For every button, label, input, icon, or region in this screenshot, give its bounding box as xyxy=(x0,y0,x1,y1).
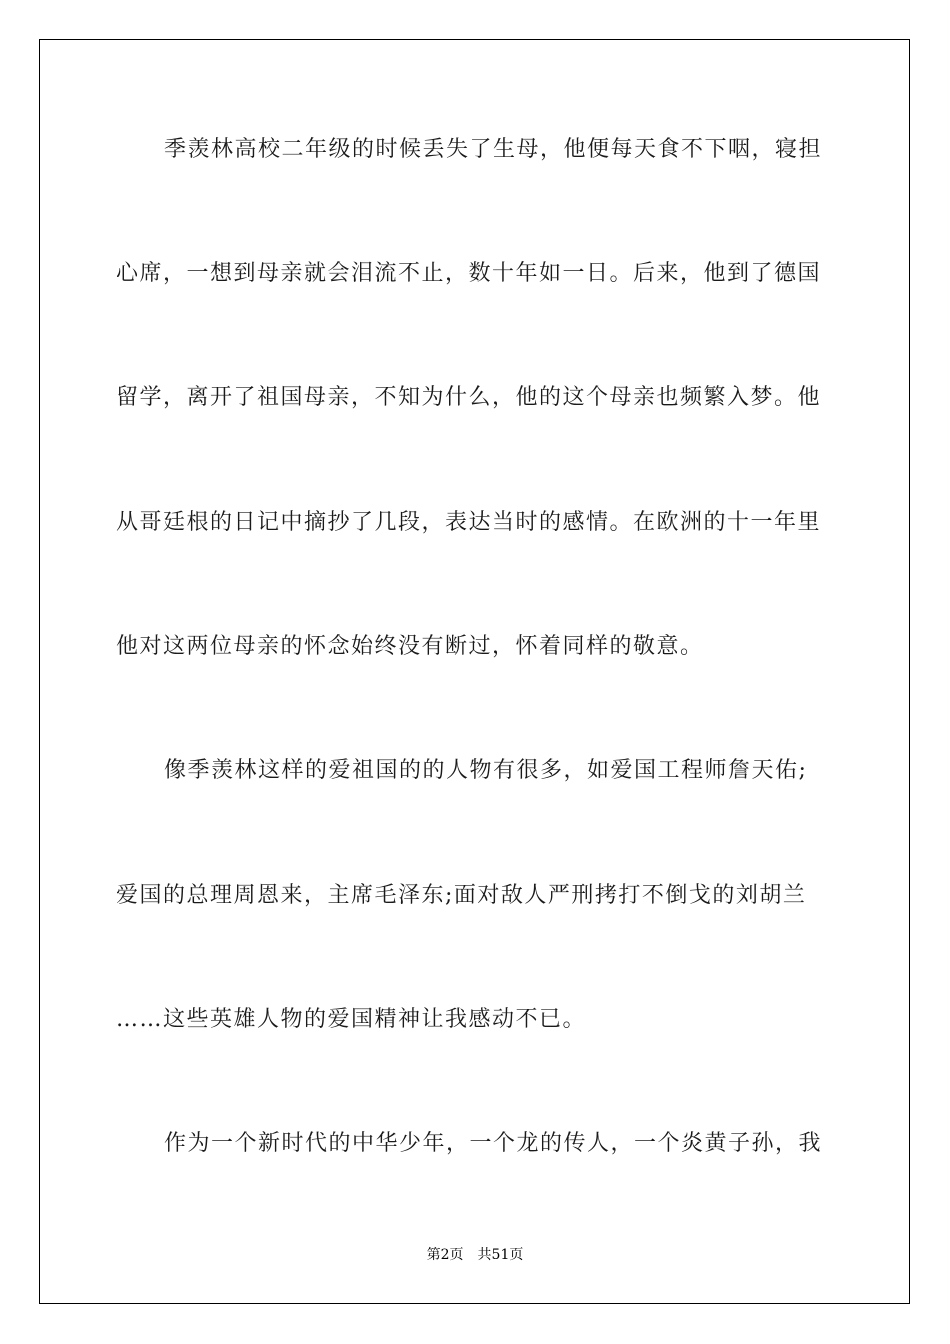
paragraph-1-line-3: 留学，离开了祖国母亲，不知为什么，他的这个母亲也频繁入梦。他 xyxy=(116,385,822,410)
paragraph-1-line-1: 季羡林高校二年级的时候丢失了生母，他便每天食不下咽，寝担 xyxy=(164,137,823,162)
paragraph-2-line-2: 爱国的总理周恩来，主席毛泽东;面对敌人严刑拷打不倒戈的刘胡兰 xyxy=(116,883,807,908)
page-border xyxy=(39,39,910,1304)
paragraph-1-line-2: 心席，一想到母亲就会泪流不止，数十年如一日。后来，他到了德国 xyxy=(116,261,822,286)
page-number: 第2页 xyxy=(426,1247,464,1263)
paragraph-3-line-1: 作为一个新时代的中华少年，一个龙的传人，一个炎黄子孙，我 xyxy=(164,1131,823,1156)
paragraph-2-line-1: 像季羡林这样的爱祖国的的人物有很多，如爱国工程师詹天佑; xyxy=(164,758,808,783)
paragraph-1-line-5: 他对这两位母亲的怀念始终没有断过，怀着同样的敬意。 xyxy=(116,634,704,659)
paragraph-2-line-3: ……这些英雄人物的爱国精神让我感动不已。 xyxy=(116,1007,587,1032)
page-total: 共51页 xyxy=(477,1247,524,1263)
page-footer xyxy=(0,1245,950,1265)
paragraph-1-line-4: 从哥廷根的日记中摘抄了几段，表达当时的感情。在欧洲的十一年里 xyxy=(116,510,822,535)
